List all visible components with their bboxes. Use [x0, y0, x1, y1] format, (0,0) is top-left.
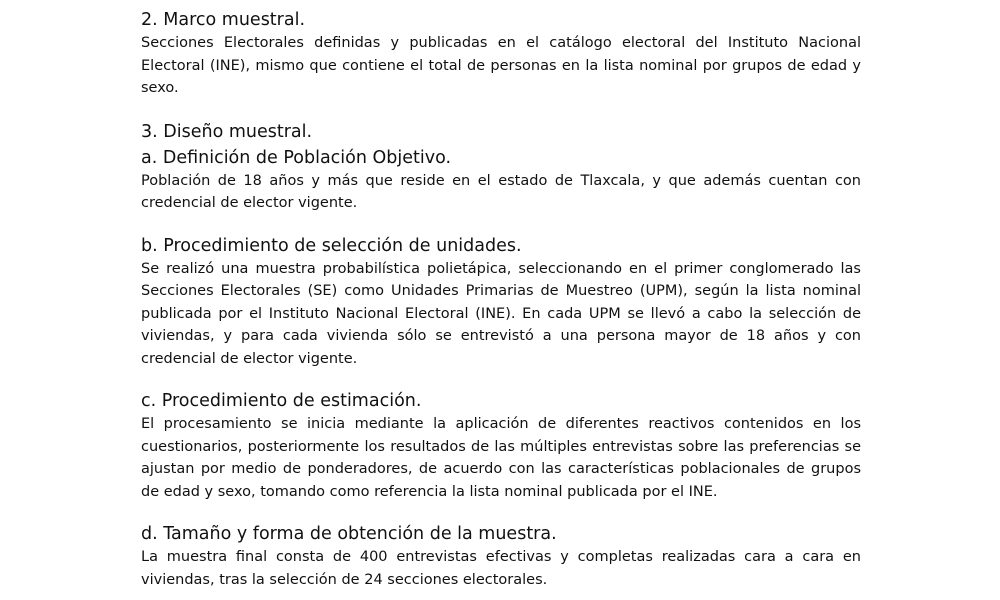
section-heading-marco-muestral: 2. Marco muestral.: [141, 10, 306, 30]
subsection-text-tamano-muestra: La muestra final consta de 400 entrevistas efectivas y completas realizadas cara a cara en viviendas, tras la selección de 24 secciones electorales.: [141, 549, 861, 588]
subsection-heading-poblacion-objetivo: a. Definición de Población Objetivo.: [141, 147, 452, 168]
subsection-heading-seleccion-unidades: b. Procedimiento de selección de unidades.: [141, 235, 522, 256]
subsection-text-poblacion-objetivo: Población de 18 años y más que reside en el estado de Tlaxcala, y que además cuentan con credencial de elector vigente.: [141, 172, 861, 211]
document-page: [141, 8, 861, 591]
subsection-text-seleccion-unidades: Se realizó una muestra probabilística polietápica, seleccionando en el primer conglomerado las Secciones Electorales (SE) como Unidades Primarias de Muestreo (UPM), según la lista nominal publicada por el Instituto Nacional Electoral (INE). En cada UPM se llevó a cabo la selección de viviendas, y para cada vivienda sólo se entrevistó a una persona mayor de 18 años y con credencial de elector vigente.: [141, 260, 861, 367]
section-heading-diseno-muestral: 3. Diseño muestral.: [141, 121, 313, 142]
subsection-heading-tamano-muestra: d. Tamaño y forma de obtención de la muestra.: [141, 524, 557, 544]
subsection-heading-estimacion: c. Procedimiento de estimación.: [141, 391, 422, 411]
subsection-text-estimacion: El procesamiento se inicia mediante la aplicación de diferentes reactivos contenidos en los cuestionarios, posteriormente los resultados de las múltiples entrevistas sobre las preferencias se ajustan por medio de ponderadores, de acuerdo con las características poblacionales de grupos de edad y sexo, tomando como referencia la lista nominal publicada por el INE.: [141, 416, 861, 500]
section-text-marco-muestral: Secciones Electorales definidas y publicadas en el catálogo electoral del Instituto Nacional Electoral (INE), mismo que contiene el total de personas en la lista nominal por grupos de edad y sexo.: [141, 35, 861, 96]
